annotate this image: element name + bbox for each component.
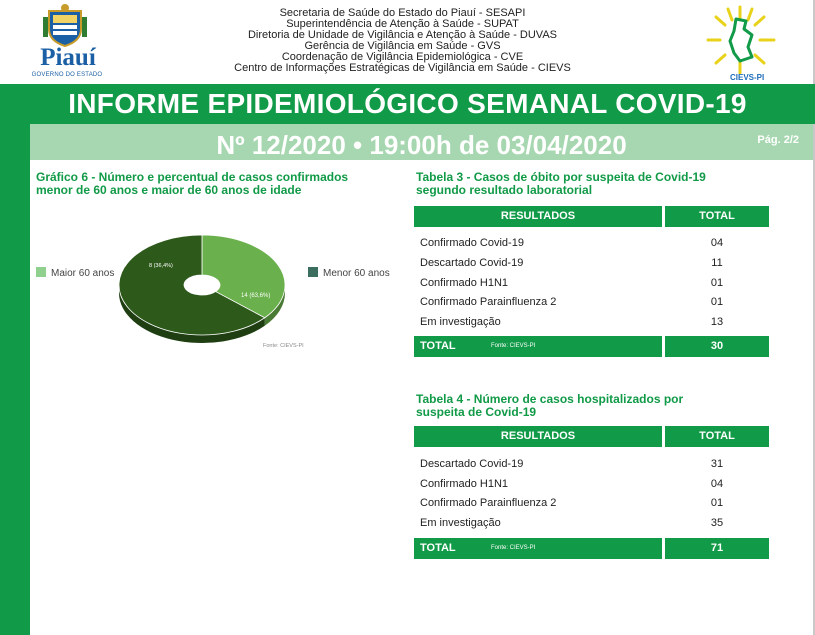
- header-line: Secretaria de Saúde do Estado do Piauí - SESAPI: [279, 7, 526, 19]
- table3-title: [416, 171, 776, 197]
- header-total: TOTAL: [665, 426, 769, 447]
- footer-source: Fonte: CIEVS-PI: [491, 545, 536, 551]
- row-label: Confirmado Covid-19: [420, 237, 524, 249]
- row-value: 01: [710, 497, 724, 509]
- row-value: 04: [710, 237, 724, 249]
- donut-hole: [184, 275, 220, 295]
- header-results: RESULTADOS: [414, 206, 662, 227]
- header-line: Centro de Informações Estratégicas de Vigilância em Saúde - CIEVS: [234, 62, 571, 74]
- table-header: [414, 206, 769, 227]
- cievs-logo-text: CIEVS-PI: [730, 73, 765, 82]
- header-line: Coordenação de Vigilância Epidemiológica - CVE: [281, 51, 524, 63]
- table-row: [414, 234, 769, 253]
- legend-label-menor-60: Menor 60 anos: [323, 268, 390, 279]
- table-row: [414, 455, 769, 474]
- header-total: TOTAL: [665, 206, 769, 227]
- title-banner: [0, 84, 815, 124]
- footer-total-label: TOTAL: [420, 542, 456, 554]
- table-header: [414, 426, 769, 447]
- donut-slices: [119, 235, 285, 343]
- cievs-map-icon: [700, 5, 782, 75]
- legend-swatch-maior-60: [36, 267, 46, 277]
- row-value: 04: [710, 478, 724, 490]
- coat-of-arms-icon: [43, 3, 87, 47]
- table-row: [414, 293, 769, 312]
- footer-results-cell: [414, 538, 662, 559]
- age-donut-chart: [30, 210, 410, 360]
- table4-title: [416, 393, 776, 419]
- table-row: [414, 494, 769, 513]
- table4-title-line: Tabela 4 - Número de casos hospitalizados por: [416, 392, 684, 406]
- data-label-maior-60: 8 (36,4%): [149, 263, 173, 269]
- report-title: INFORME EPIDEMIOLÓGICO SEMANAL COVID-19: [68, 88, 747, 119]
- footer-total-label: TOTAL: [420, 340, 456, 352]
- footer-results-cell: [414, 336, 662, 357]
- header-results: RESULTADOS: [414, 426, 662, 447]
- row-value: 11: [711, 257, 723, 269]
- report-number-date: Nº 12/2020 • 19:00h de 03/04/2020: [216, 130, 627, 160]
- row-value: 13: [710, 316, 724, 328]
- footer-total-value: 71: [665, 538, 769, 559]
- table4-title-line: suspeita de Covid-19: [416, 405, 537, 419]
- header-line: Diretoria de Unidade de Vigilância e Atenção à Saúde - DUVAS: [247, 29, 557, 41]
- left-accent-bar: [0, 124, 30, 635]
- row-label: Descartado Covid-19: [420, 257, 524, 269]
- logo-subtext: GOVERNO DO ESTADO: [31, 72, 103, 78]
- table4: [414, 426, 769, 560]
- legend-swatch-menor-60: [308, 267, 318, 277]
- chart-title-line: Gráfico 6 - Número e percentual de casos confirmados: [36, 170, 349, 184]
- chart-title: [36, 171, 411, 197]
- chart-title-line: menor de 60 anos e maior de 60 anos de idade: [36, 183, 302, 197]
- cievs-logo: [700, 5, 782, 85]
- row-value: 35: [710, 517, 724, 529]
- table-row: [414, 514, 769, 533]
- footer-total-value: 30: [665, 336, 769, 357]
- row-label: Confirmado H1N1: [420, 478, 509, 490]
- legend-label-maior-60: Maior 60 anos: [51, 268, 115, 279]
- row-label: Confirmado Parainfluenza 2: [420, 296, 557, 308]
- row-label: Em investigação: [420, 517, 501, 529]
- header-institution-lines: [130, 8, 675, 74]
- table-footer: [414, 336, 769, 357]
- table-row: [414, 274, 769, 293]
- row-label: Em investigação: [420, 316, 501, 328]
- row-label: Confirmado H1N1: [420, 277, 509, 289]
- table-row: [414, 475, 769, 494]
- chart-source: Fonte: CIEVS-PI: [263, 343, 304, 349]
- table3-title-line: Tabela 3 - Casos de óbito por suspeita de Covid-19: [416, 170, 706, 184]
- header-line: Gerência de Vigilância em Saúde - GVS: [304, 40, 501, 52]
- row-value: 01: [710, 296, 724, 308]
- data-label-menor-60: 14 (63,6%): [241, 293, 271, 299]
- logo-text: Piauí: [40, 44, 96, 71]
- table3: [414, 206, 769, 358]
- table-row: [414, 313, 769, 332]
- piaui-logo: [28, 3, 108, 81]
- table-row: [414, 254, 769, 273]
- row-label: Confirmado Parainfluenza 2: [420, 497, 557, 509]
- subtitle-banner: [30, 124, 813, 160]
- table3-title-line: segundo resultado laboratorial: [416, 183, 593, 197]
- header-line: Superintendência de Atenção à Saúde - SUPAT: [286, 18, 519, 30]
- footer-source: Fonte: CIEVS-PI: [491, 343, 536, 349]
- row-value: 01: [710, 277, 724, 289]
- table-footer: [414, 538, 769, 559]
- row-label: Descartado Covid-19: [420, 458, 524, 470]
- row-value: 31: [710, 458, 724, 470]
- page-number: Pág. 2/2: [757, 134, 799, 146]
